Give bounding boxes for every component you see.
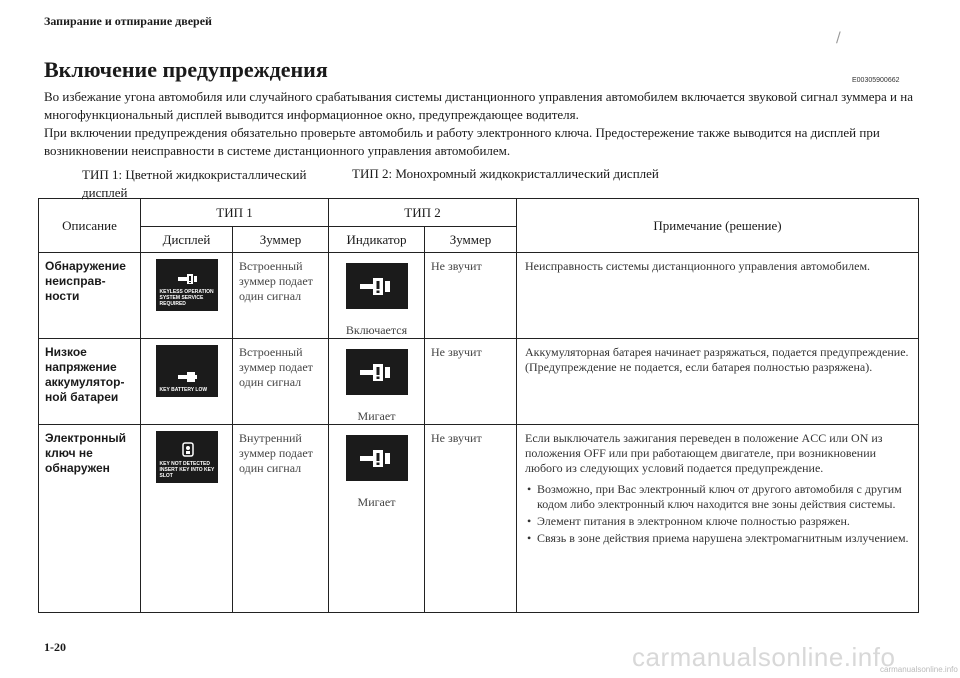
note-bullet-list (525, 482, 910, 546)
key-battery-icon (176, 370, 200, 384)
key-indicator-icon (357, 445, 397, 471)
key-slot-icon (176, 442, 200, 458)
document-code: E00305900662 (852, 77, 900, 84)
lcd-display (156, 259, 218, 311)
intro-paragraph-2: При включении предупреждения обязательно проверьте автомобиль и работу электронного ключа. Предостережение также выводится на дисплей при возникновении неисправности в системе дистанционного управления автомобилем. (44, 125, 880, 158)
list-item: • Возможно, при Вас электронный ключ от другого автомобиля с другим кодом либо электронный ключ находится вне зоны действия системы. (537, 482, 910, 512)
header-note: Примечание (решение) (517, 199, 919, 253)
key-indicator-icon (357, 273, 397, 299)
page-number: 1-20 (44, 640, 66, 654)
indicator-state: Мигает (357, 409, 396, 423)
indicator-lamp (346, 349, 408, 395)
key-warning-icon (176, 272, 200, 286)
header-description: Описание (39, 199, 141, 253)
lcd-display (156, 345, 218, 397)
note-cell: Аккумуляторная батарея начинает разряжаться, подается предупреждение. (Предупреждение не подается, если батарея полностью разряжена). (517, 339, 919, 425)
table-row (39, 425, 919, 613)
buzzer1-cell: Встроенный зуммер подает один сигнал (233, 253, 329, 339)
key-indicator-icon (357, 359, 397, 385)
lcd-text: KEY NOT DETECTED INSERT KEY INTO KEY SLOT (159, 461, 215, 479)
watermark-small: carmanualsonline.info (880, 665, 958, 674)
note-cell (517, 425, 919, 613)
section-heading: Запирание и отпирание дверей (44, 14, 212, 28)
header-display: Дисплей (141, 227, 233, 253)
corner-mark: / (836, 30, 841, 46)
indicator-lamp (346, 435, 408, 481)
header-buzzer-1: Зуммер (233, 227, 329, 253)
table-row (39, 339, 919, 425)
row-description: Обнаружение неисправ-ности (39, 253, 141, 339)
note-cell: Неисправность системы дистанционного управления автомобилем. (517, 253, 919, 339)
display-cell (141, 425, 233, 613)
buzzer2-cell: Не звучит (425, 253, 517, 339)
header-buzzer-2: Зуммер (425, 227, 517, 253)
intro-text (44, 88, 914, 160)
type1-legend: ТИП 1: Цветной жидкокристаллический дисплей (82, 167, 307, 200)
lcd-display (156, 431, 218, 483)
watermark: carmanualsonline.info (632, 642, 896, 672)
lcd-text: KEYLESS OPERATION SYSTEM SERVICE REQUIRED (159, 289, 214, 307)
type2-legend: ТИП 2: Монохромный жидкокристаллический дисплей (352, 166, 659, 181)
display-cell (141, 253, 233, 339)
row-description: Электронный ключ не обнаружен (39, 425, 141, 613)
header-type2: ТИП 2 (329, 199, 517, 227)
buzzer1-cell: Встроенный зуммер подает один сигнал (233, 339, 329, 425)
indicator-lamp (346, 263, 408, 309)
header-type1: ТИП 1 (141, 199, 329, 227)
buzzer2-cell: Не звучит (425, 425, 517, 613)
row-description: Низкое напряжение аккумулятор-ной батареи (39, 339, 141, 425)
display-cell (141, 339, 233, 425)
indicator-state: Мигает (357, 495, 396, 509)
table-row (39, 253, 919, 339)
buzzer2-cell: Не звучит (425, 339, 517, 425)
list-item: • Элемент питания в электронном ключе полностью разряжен. (537, 514, 910, 529)
lcd-text: KEY BATTERY LOW (159, 387, 208, 393)
buzzer1-cell: Внутренний зуммер подает один сигнал (233, 425, 329, 613)
header-indicator: Индикатор (329, 227, 425, 253)
page-title: Включение предупреждения (44, 57, 328, 82)
note-text: Если выключатель зажигания переведен в положение ACC или ON из положения OFF или при работающем двигателе, при возникновении любого из следующих условий подается предупреждение. (525, 431, 883, 475)
indicator-cell (329, 253, 425, 339)
indicator-cell (329, 339, 425, 425)
list-item: • Связь в зоне действия приема нарушена электромагнитным излучением. (537, 531, 910, 546)
warning-table (38, 198, 919, 613)
intro-paragraph-1: Во избежание угона автомобиля или случайного срабатывания системы дистанционного управления автомобилем включается звуковой сигнал зуммера и на многофункциональный дисплей выводится информационное окно, предупреждающее водителя. (44, 89, 913, 122)
indicator-state: Включается (345, 323, 408, 337)
indicator-cell (329, 425, 425, 613)
